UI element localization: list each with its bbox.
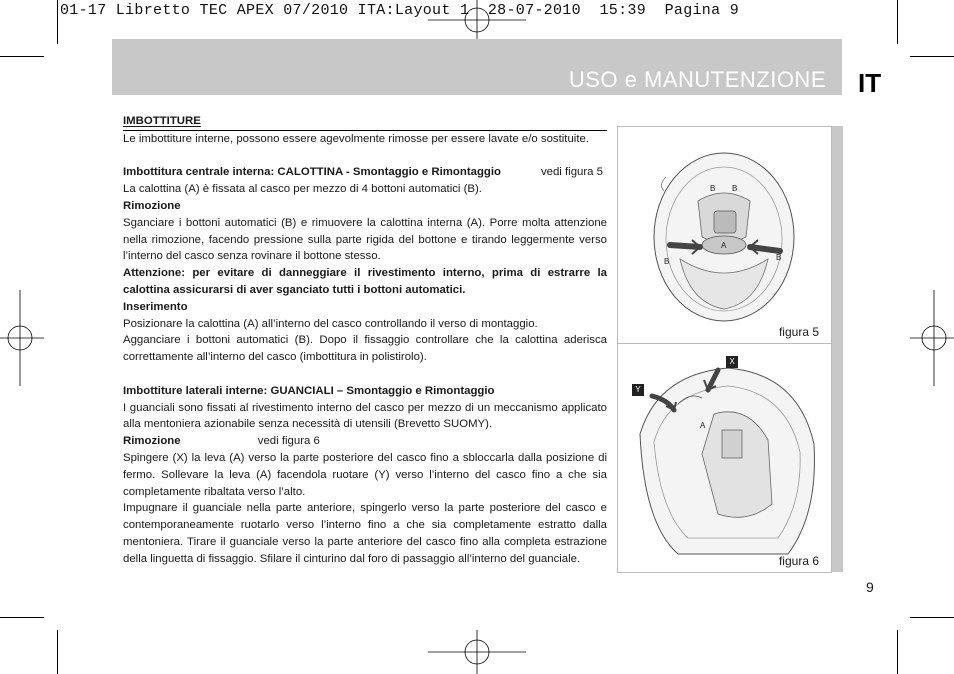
laterali-heading: Imbottiture laterali interne: GUANCIALI – Smontaggio e Rimontaggio bbox=[123, 384, 495, 397]
fig5-mark-b3: B bbox=[664, 257, 670, 266]
section-heading: IMBOTTITURE bbox=[123, 115, 201, 127]
laterali-rimozione-text-1: Spingere (X) la leva (A) verso la parte posteriore del casco fino a sbloccarla dalla posizione di fermo. Sollevare la leva (A) facendola ruotare (Y) verso l’interno del casco fino a che sia completamente ribaltata verso l’alto. bbox=[123, 451, 607, 498]
language-tag: IT bbox=[858, 68, 882, 98]
header-banner bbox=[112, 39, 842, 95]
centrale-inserimento-text-1: Posizionare la calottina (A) all’interno del casco controllando il verso di montaggio. bbox=[123, 317, 538, 330]
section-intro: Le imbottiture interne, possono essere agevolmente rimosse per essere lavate e/o sostituite. bbox=[123, 132, 589, 145]
figure-6-caption: figura 6 bbox=[778, 554, 819, 568]
registration-mark-bottom bbox=[428, 630, 526, 674]
print-slug-line: 01-17 Libretto TEC APEX 07/2010 ITA:Layout 1 28-07-2010 15:39 Pagina 9 bbox=[60, 2, 740, 19]
figure-6 bbox=[617, 343, 832, 573]
page-number: 9 bbox=[866, 579, 874, 595]
centrale-heading: Imbottitura centrale interna: CALOTTINA - Smontaggio e Rimontaggio bbox=[123, 166, 502, 179]
helmet-interior-illustration bbox=[618, 127, 831, 343]
centrale-inserimento-heading: Inserimento bbox=[123, 300, 188, 313]
laterali-description: I guanciali sono fissati al rivestimento interno del casco per mezzo di un meccanismo applicato alla mentoniera azionabile senza necessità di utensili (Brevetto SUOMY). bbox=[123, 401, 607, 431]
page-title: USO e MANUTENZIONE bbox=[568, 67, 826, 92]
centrale-heading-row bbox=[123, 164, 607, 181]
fig6-mark-y: Y bbox=[632, 384, 644, 396]
fig5-mark-b4: B bbox=[776, 253, 782, 262]
centrale-see-figure: vedi figura 5 bbox=[540, 166, 603, 179]
fig6-mark-a: A bbox=[700, 421, 706, 430]
helmet-cheekpad-illustration bbox=[618, 344, 831, 572]
centrale-rimozione-text: Sganciare i bottoni automatici (B) e rimuovere la calottina interna (A). Porre molta attenzione nella rimozione, facendo pressione sulla parte rigida del bottone e tirando leggermente verso l’interno del casco senza rovinare il bottone stesso. bbox=[123, 216, 607, 263]
figure-5 bbox=[617, 126, 832, 344]
centrale-inserimento-text-2: Agganciare i bottoni automatici (B). Dopo il fissaggio controllare che la calottina aderisca correttamente all’interno del casco (imbottitura in polistirolo). bbox=[123, 334, 607, 364]
main-text bbox=[123, 113, 607, 568]
centrale-description: La calottina (A) è fissata al casco per mezzo di 4 bottoni automatici (B). bbox=[123, 183, 482, 196]
laterali-rimozione-text-2: Impugnare il guanciale nella parte anteriore, spingerlo verso la parte posteriore del casco e contemporaneamente ruotarlo verso l’interno fino a che sia completamente estratto dalla mentoniera. Tirare il guanciale verso la parte anteriore del casco fino alla completa estrazione della linguetta di fissaggio. Sfilare il cinturino dal foro di passaggio all’interno del guanciale. bbox=[123, 502, 607, 565]
registration-mark-top bbox=[428, 0, 526, 40]
fig5-mark-b2: B bbox=[732, 184, 738, 193]
centrale-rimozione-heading: Rimozione bbox=[123, 199, 181, 212]
centrale-attenzione: Attenzione: per evitare di danneggiare il rivestimento interno, prima di estrarre la calottina assicurarsi di aver sganciato tutti i bottoni automatici. bbox=[123, 267, 607, 296]
fig6-mark-x: X bbox=[726, 356, 738, 368]
registration-mark-right bbox=[910, 290, 954, 386]
registration-mark-left bbox=[0, 290, 44, 386]
laterali-rimozione-heading: Rimozione bbox=[123, 435, 181, 448]
laterali-see-figure: vedi figura 6 bbox=[257, 435, 320, 448]
figure-5-caption: figura 5 bbox=[778, 325, 819, 339]
laterali-rimozione-row bbox=[123, 433, 607, 450]
fig5-mark-b1: B bbox=[710, 184, 716, 193]
fig5-mark-a: A bbox=[721, 241, 727, 250]
